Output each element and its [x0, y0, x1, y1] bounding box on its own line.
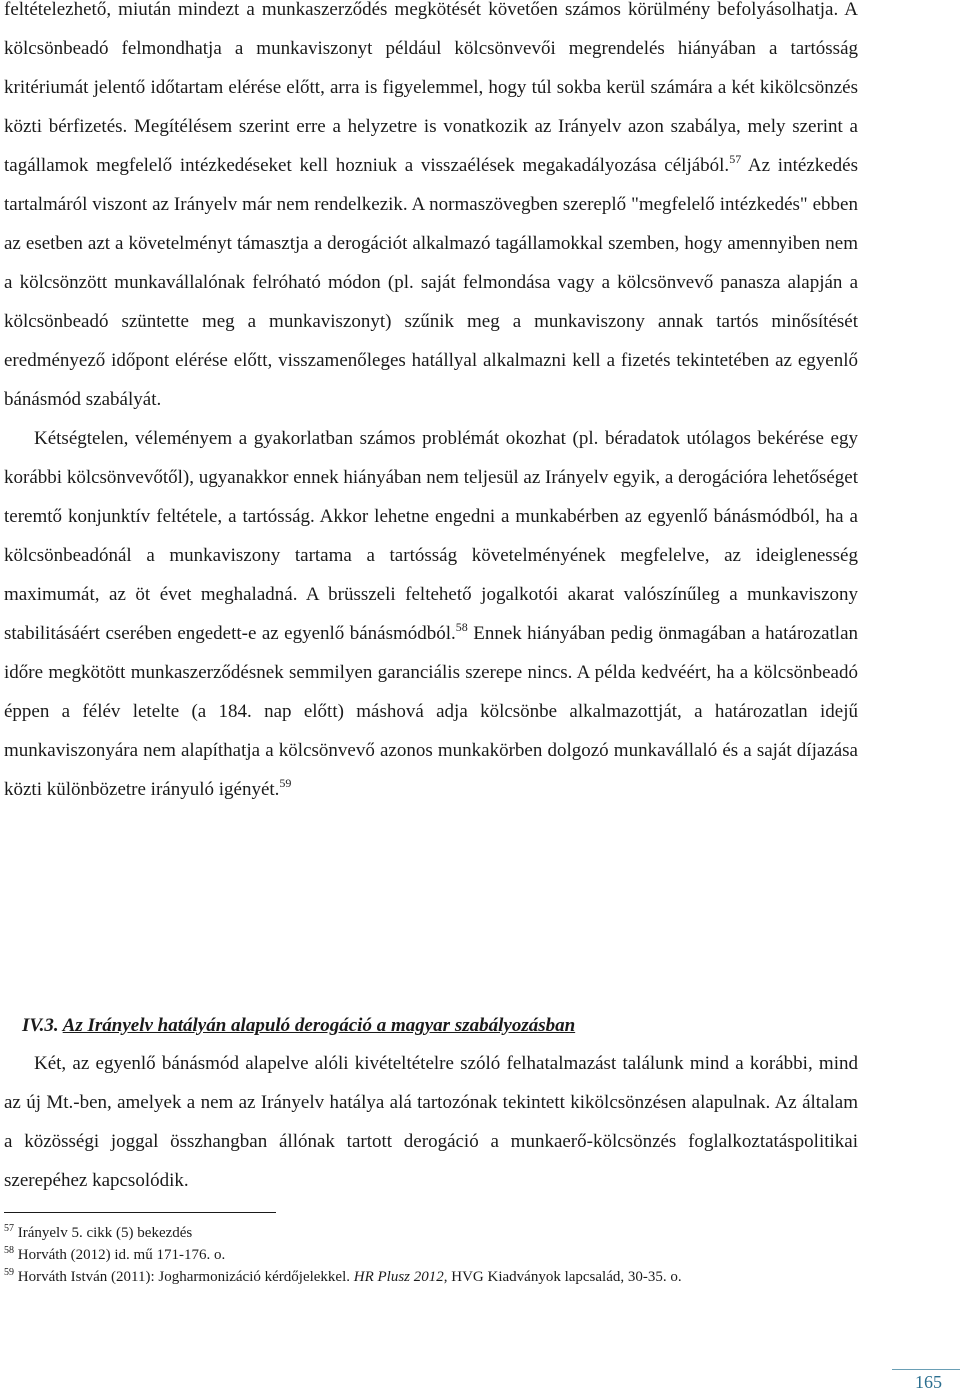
paragraph-1-text: feltételezhető, miután mindezt a munkaszerződés megkötését követően számos körülmény befolyásolhatja. A kölcsönbeadó felmondhatja a munkaviszonyt például kölcsönvevői megrendelés hiányában a tartósság kritériumát jelentő időtartam elérése előtt, arra is figyelemmel, hogy túl sokba kerül számára a két kikölcsönzés közti bérfizetés. Megítélésem szerint erre a helyzetre is vonatkozik az Irányelv azon szabálya, mely szerint a tagállamok megfelelő intézkedéseket kell hozniuk a visszaélések megakadályozása céljából. — [4, 0, 858, 176]
footnote-text-end: , HVG Kiadványok lapcsalád, 30-35. o. — [443, 1269, 682, 1285]
paragraph-1-continuation: Az intézkedés tartalmáról viszont az Irányelv már nem rendelkezik. A normaszövegben szereplő "megfelelő intézkedés" ebben az esetben azt a követelményt támasztja a derogációt alkalmazó tagállamokkal szemben, hogy amennyiben nem a kölcsönzött munkavállalónak felróható módon (pl. saját felmondása vagy a kölcsönvevő panasza alapján a kölcsönbeadó szüntette meg a munkaviszonyt) szűnik meg a munkaviszony annak tartós minősítését eredményező időpont elérése előtt, visszamenőleges hatállyal alkalmazni kell a fizetés tekintetében az egyenlő bánásmód szabályát. — [4, 155, 858, 410]
footnote-journal-title: HR Plusz 2012 — [353, 1269, 444, 1285]
footnote-ref-58[interactable]: 58 — [455, 620, 468, 634]
footnote-text: Irányelv 5. cikk (5) bekezdés — [17, 1225, 193, 1241]
page-number-rule — [892, 1369, 960, 1370]
paragraph-1 — [4, 0, 858, 419]
footnote-number: 58 — [4, 1245, 14, 1256]
footnote-58 — [4, 1244, 860, 1266]
footnote-text: Horváth István (2011): Jogharmonizáció kérdőjelekkel. — [17, 1269, 354, 1285]
section-heading — [22, 1011, 575, 1041]
footnotes — [4, 1222, 860, 1288]
footnote-ref-59[interactable]: 59 — [279, 776, 292, 790]
footnote-57 — [4, 1222, 860, 1244]
section-body — [4, 1044, 858, 1200]
footnote-text: Horváth (2012) id. mű 171-176. o. — [17, 1247, 226, 1263]
paragraph-2-text: Kétségtelen, véleményem a gyakorlatban számos problémát okozhat (pl. béradatok utólagos bekérése egy korábbi kölcsönvevőtől), ugyanakkor ennek hiányában nem teljesül az Irányelv egyik, a derogációra lehetőséget teremtő konjunktív feltétele, a tartósság. Akkor lehetne engedni a munkabérben az egyenlő bánásmódból, ha a kölcsönbeadónál a munkaviszony tartama a tartósság követelményének megfelelve, az ideiglenesség maximumát, az öt évet meghaladná. A brüsszeli feltehető jogalkotói akarat valószínűleg a munkaviszony stabilitásáért cserében engedett-e az egyenlő bánásmódból. — [4, 428, 858, 644]
footnote-separator — [4, 1212, 276, 1213]
paragraph-2 — [4, 419, 858, 809]
paragraph-2-continuation: Ennek hiányában pedig önmagában a határozatlan időre megkötött munkaszerződésnek semmilyen garanciális szerepe nincs. A példa kedvéért, ha a kölcsönbeadó éppen a félév letelte (a 184. nap előtt) máshová adja kölcsönbe alkalmazottját, a határozatlan idejű munkaviszonyára nem alapíthatja a kölcsönvevő azonos munkakörben dolgozó munkavállaló és a saját díjazása közti különbözetre irányuló igényét. — [4, 623, 859, 800]
footnote-number: 59 — [4, 1267, 14, 1278]
section-title: Az Irányelv hatályán alapuló derogáció a magyar szabályozásban — [62, 1015, 576, 1036]
footnote-59 — [4, 1266, 860, 1288]
section-paragraph: Két, az egyenlő bánásmód alapelve alóli kivételtételre szóló felhatalmazást találunk mind a korábbi, mind az új Mt.-ben, amelyek a nem az Irányelv hatálya alá tartozónak tekintett kikölcsönzésen alapulnak. Az általam a közösségi joggal összhangban állónak tartott derogáció a munkaerő-kölcsönzés foglalkoztatáspolitikai szerepéhez kapcsolódik. — [4, 1053, 858, 1191]
body-text — [4, 0, 858, 809]
footnote-ref-57[interactable]: 57 — [729, 152, 742, 166]
section-number: IV.3. — [22, 1015, 59, 1036]
page-number: 165 — [915, 1372, 942, 1392]
footnote-number: 57 — [4, 1223, 14, 1234]
